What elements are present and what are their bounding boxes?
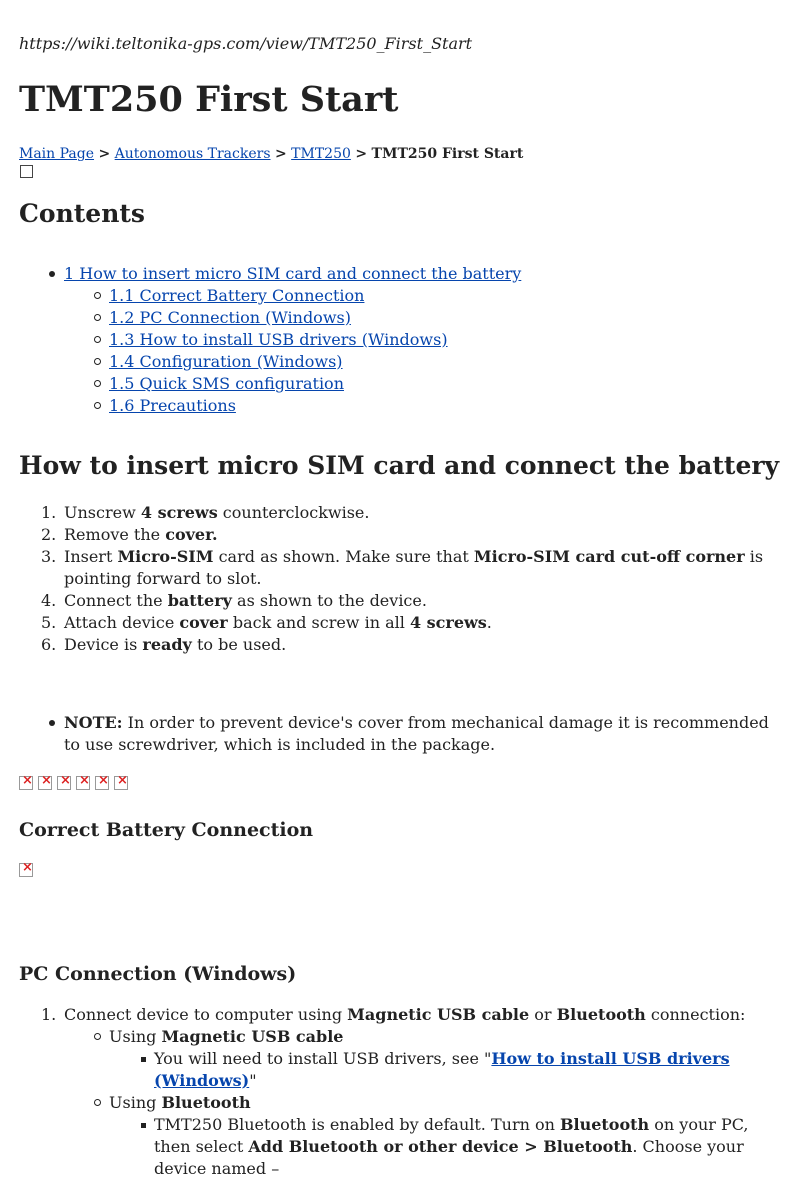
note-label: NOTE: — [64, 713, 123, 732]
step-number: 1. — [41, 1005, 57, 1024]
section-heading-insert-sim: How to insert micro SIM card and connect the battery — [19, 451, 780, 480]
broken-image-icon[interactable] — [57, 776, 71, 790]
step-bold: cover — [179, 613, 228, 632]
list-item — [109, 1026, 789, 1092]
detail-bold: Add Bluetooth or other device > Bluetooth — [248, 1137, 633, 1156]
step-bold: Micro-SIM card cut-off corner — [473, 547, 745, 566]
option-bold: Magnetic USB cable — [161, 1027, 344, 1046]
breadcrumb-separator: > — [98, 146, 111, 162]
breadcrumb-autonomous-trackers[interactable]: Autonomous Trackers — [114, 146, 271, 162]
step-bold: cover. — [165, 525, 218, 544]
step-text: or — [529, 1005, 557, 1024]
step-bold: Bluetooth — [556, 1005, 646, 1024]
broken-image-icon[interactable] — [76, 776, 90, 790]
section-heading-pc-connection: PC Connection (Windows) — [19, 963, 297, 985]
step-text: Insert — [64, 547, 118, 566]
list-item — [19, 546, 789, 590]
broken-image-icon[interactable] — [19, 776, 33, 790]
step-text: back and screw in all — [227, 613, 410, 632]
page-url: https://wiki.teltonika-gps.com/view/TMT250_First_Start — [19, 34, 473, 53]
list-item — [19, 1004, 789, 1180]
step-bold: ready — [142, 635, 192, 654]
toc-toggle-checkbox[interactable] — [20, 165, 33, 178]
breadcrumb-separator: > — [355, 146, 368, 162]
connection-options — [64, 1026, 789, 1180]
step-text: counterclockwise. — [217, 503, 370, 522]
toc-sublist — [64, 285, 779, 417]
step-number: 6. — [41, 635, 57, 654]
option-text: Using — [109, 1093, 162, 1112]
step-number: 3. — [41, 547, 57, 566]
step-text: card as shown. Make sure that — [213, 547, 474, 566]
step-text: Connect device to computer using — [64, 1005, 348, 1024]
detail-text: You will need to install USB drivers, see " — [154, 1049, 492, 1068]
toc-subitem — [109, 285, 779, 307]
toc-subitem — [109, 373, 779, 395]
breadcrumb-tmt250[interactable]: TMT250 — [291, 146, 351, 162]
step-text: Attach device — [64, 613, 180, 632]
list-item — [19, 634, 789, 656]
breadcrumb-main-page[interactable]: Main Page — [19, 146, 95, 162]
toc-subitem — [109, 395, 779, 417]
list-item — [19, 612, 789, 634]
page-title: TMT250 First Start — [19, 79, 399, 120]
step-text: to be used. — [191, 635, 287, 654]
toc-link-1-5[interactable]: 1.5 Quick SMS configuration — [109, 374, 344, 393]
detail-text: on your PC, then select — [154, 1115, 749, 1156]
breadcrumb-separator: > — [274, 146, 287, 162]
step-bold: 4 screws — [140, 503, 218, 522]
list-item — [19, 524, 789, 546]
step-text: . — [486, 613, 492, 632]
note-list — [19, 712, 789, 756]
step-bold: Micro-SIM — [117, 547, 214, 566]
toc-link-1-2[interactable]: 1.2 PC Connection (Windows) — [109, 308, 351, 327]
note-item — [19, 712, 789, 756]
toc-subitem — [109, 351, 779, 373]
step-number: 1. — [41, 503, 57, 522]
broken-image-icon[interactable] — [19, 863, 33, 877]
option-bold: Bluetooth — [161, 1093, 251, 1112]
contents-heading: Contents — [19, 199, 146, 228]
list-item — [19, 502, 789, 524]
image-gallery — [19, 776, 128, 790]
broken-image-icon[interactable] — [114, 776, 128, 790]
note-text: In order to prevent device's cover from mechanical damage it is recommended to use screwdriver, which is included in the package. — [64, 713, 769, 754]
step-text: Remove the — [64, 525, 166, 544]
step-number: 5. — [41, 613, 57, 632]
step-bold: Magnetic USB cable — [347, 1005, 530, 1024]
option-details — [109, 1114, 789, 1180]
pc-steps-list — [19, 1004, 789, 1180]
step-bold: battery — [167, 591, 232, 610]
sim-steps-list — [19, 502, 789, 656]
breadcrumb — [19, 145, 523, 163]
step-text: connection: — [645, 1005, 746, 1024]
option-text: Using — [109, 1027, 162, 1046]
usb-drivers-link[interactable]: How to install USB drivers (Windows) — [154, 1049, 730, 1090]
toc-link-section-1[interactable]: 1 How to insert micro SIM card and connect the battery — [64, 264, 522, 283]
detail-text: " — [249, 1071, 257, 1090]
step-text: Unscrew — [64, 503, 141, 522]
detail-text: . Choose your device named – — [154, 1137, 744, 1178]
list-item — [109, 1092, 789, 1180]
toc-link-1-1[interactable]: 1.1 Correct Battery Connection — [109, 286, 365, 305]
detail-bold: Bluetooth — [560, 1115, 650, 1134]
step-text: as shown to the device. — [231, 591, 427, 610]
section-heading-battery: Correct Battery Connection — [19, 819, 314, 841]
step-text: is pointing forward to slot. — [64, 547, 764, 588]
list-item — [19, 590, 789, 612]
step-text: Connect the — [64, 591, 168, 610]
step-number: 2. — [41, 525, 57, 544]
table-of-contents — [19, 263, 779, 417]
step-number: 4. — [41, 591, 57, 610]
toc-link-1-4[interactable]: 1.4 Configuration (Windows) — [109, 352, 343, 371]
option-details — [109, 1048, 789, 1092]
step-text: Device is — [64, 635, 143, 654]
detail-text: TMT250 Bluetooth is enabled by default. Turn on — [154, 1115, 560, 1134]
step-bold: 4 screws — [409, 613, 487, 632]
breadcrumb-current: TMT250 First Start — [371, 146, 524, 162]
toc-link-1-3[interactable]: 1.3 How to install USB drivers (Windows) — [109, 330, 448, 349]
list-item — [154, 1114, 789, 1180]
toc-subitem — [109, 307, 779, 329]
toc-link-1-6[interactable]: 1.6 Precautions — [109, 396, 236, 415]
list-item — [154, 1048, 789, 1092]
toc-item — [19, 263, 779, 417]
broken-image-icon[interactable] — [95, 776, 109, 790]
toc-subitem — [109, 329, 779, 351]
broken-image-icon[interactable] — [38, 776, 52, 790]
